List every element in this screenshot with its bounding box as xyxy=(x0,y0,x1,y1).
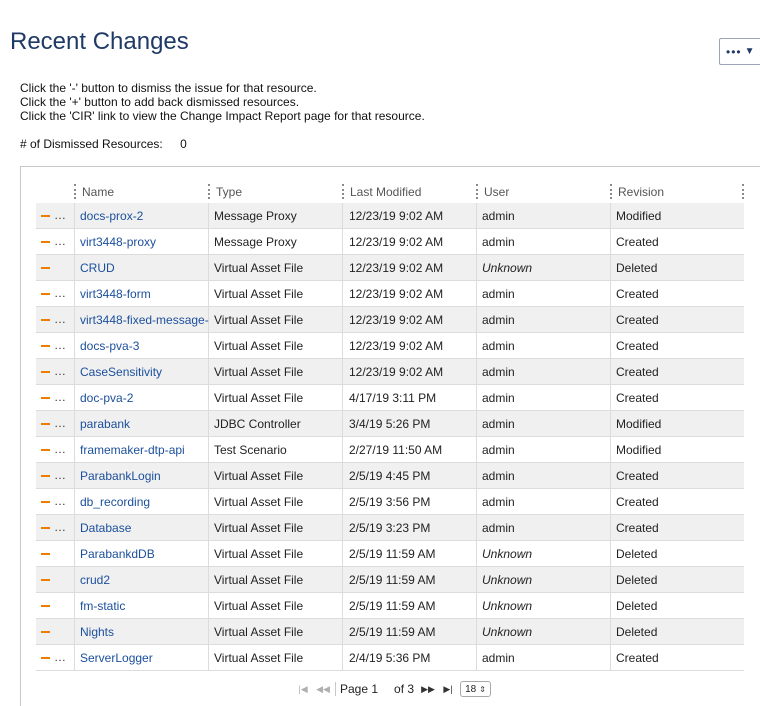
column-resize-handle[interactable] xyxy=(476,184,478,199)
column-header-type[interactable]: Type xyxy=(216,185,243,199)
revision-status: Deleted xyxy=(616,599,658,613)
resource-name-link[interactable]: ServerLogger xyxy=(80,651,153,665)
instructions xyxy=(20,81,425,123)
resource-type: Virtual Asset File xyxy=(214,573,304,587)
last-modified: 12/23/19 9:02 AM xyxy=(349,209,444,223)
table-row xyxy=(36,619,744,645)
table-row xyxy=(36,203,744,229)
column-header-last-modified[interactable]: Last Modified xyxy=(350,185,422,199)
last-modified: 12/23/19 9:02 AM xyxy=(349,287,444,301)
dismiss-icon[interactable] xyxy=(41,631,50,633)
dismissed-count: 0 xyxy=(180,137,187,151)
resource-name-link[interactable]: Database xyxy=(80,521,132,535)
page-indicator: Page 1 xyxy=(340,682,379,696)
cell-divider xyxy=(74,515,75,541)
dismiss-icon[interactable] xyxy=(41,475,50,477)
resource-type: Virtual Asset File xyxy=(214,339,304,353)
resource-name-link[interactable]: docs-pva-3 xyxy=(80,339,140,353)
user-name: admin xyxy=(482,235,515,249)
resource-name-link[interactable]: framemaker-dtp-api xyxy=(80,443,185,457)
revision-status: Created xyxy=(616,495,659,509)
column-resize-handle[interactable] xyxy=(610,184,612,199)
more-dots-icon: ••• xyxy=(726,44,742,59)
last-modified: 12/23/19 9:02 AM xyxy=(349,261,444,275)
cell-divider xyxy=(74,411,75,437)
cell-divider xyxy=(74,437,75,463)
row-more-icon[interactable]: … xyxy=(54,312,66,326)
cell-divider xyxy=(74,541,75,567)
revision-status: Created xyxy=(616,313,659,327)
resource-type: Message Proxy xyxy=(214,235,297,249)
user-name: admin xyxy=(482,209,515,223)
row-more-icon[interactable]: … xyxy=(54,234,66,248)
resource-name-link[interactable]: virt3448-form xyxy=(80,287,151,301)
cell-divider xyxy=(74,255,75,281)
column-resize-handle[interactable] xyxy=(342,184,344,199)
last-modified: 2/27/19 11:50 AM xyxy=(349,443,443,457)
row-more-icon[interactable]: … xyxy=(54,208,66,222)
table-row xyxy=(36,593,744,619)
last-modified: 2/5/19 11:59 AM xyxy=(349,573,436,587)
row-more-icon[interactable]: … xyxy=(54,468,66,482)
user-name: admin xyxy=(482,443,515,457)
resource-name-link[interactable]: ParabankdDB xyxy=(80,547,155,561)
resource-type: Virtual Asset File xyxy=(214,521,304,535)
pagination xyxy=(293,681,491,697)
dismiss-icon[interactable] xyxy=(41,449,50,451)
resource-type: JDBC Controller xyxy=(214,417,301,431)
row-more-icon[interactable]: … xyxy=(54,650,66,664)
column-resize-handle[interactable] xyxy=(74,184,76,199)
row-more-icon[interactable]: … xyxy=(54,364,66,378)
cell-divider xyxy=(74,203,75,229)
table-header xyxy=(36,179,744,203)
table-row xyxy=(36,645,744,671)
resource-name-link[interactable]: parabank xyxy=(80,417,131,431)
table-row xyxy=(36,255,744,281)
resource-type: Virtual Asset File xyxy=(214,469,304,483)
user-name: admin xyxy=(482,391,515,405)
pager-divider xyxy=(335,682,336,696)
resource-name-link[interactable]: docs-prox-2 xyxy=(80,209,144,223)
column-header-revision[interactable]: Revision xyxy=(618,185,665,199)
chevron-down-icon: ▼ xyxy=(744,46,756,57)
table-row xyxy=(36,385,744,411)
resource-name-link[interactable]: fm-static xyxy=(80,599,126,613)
revision-status: Deleted xyxy=(616,547,658,561)
resource-name-link[interactable]: virt3448-proxy xyxy=(80,235,157,249)
row-more-icon[interactable]: … xyxy=(54,338,66,352)
user-name: Unknown xyxy=(482,547,533,561)
row-more-icon[interactable]: … xyxy=(54,442,66,456)
cell-divider xyxy=(74,333,75,359)
user-name: Unknown xyxy=(482,573,533,587)
dismiss-icon[interactable] xyxy=(41,579,50,581)
cell-divider xyxy=(74,281,75,307)
last-modified: 12/23/19 9:02 AM xyxy=(349,235,444,249)
cell-divider xyxy=(74,567,75,593)
resource-type: Virtual Asset File xyxy=(214,261,304,275)
revision-status: Deleted xyxy=(616,573,658,587)
user-name: Unknown xyxy=(482,261,533,275)
user-name: admin xyxy=(482,521,515,535)
page-size-select[interactable] xyxy=(460,681,491,697)
dismiss-icon[interactable] xyxy=(41,371,50,373)
user-name: admin xyxy=(482,495,515,509)
user-name: admin xyxy=(482,469,515,483)
cell-divider xyxy=(74,489,75,515)
revision-status: Created xyxy=(616,469,659,483)
dismiss-icon[interactable] xyxy=(41,423,50,425)
dismissed-label: # of Dismissed Resources: xyxy=(20,137,163,151)
table-row xyxy=(36,333,744,359)
dismiss-icon[interactable] xyxy=(41,345,50,347)
row-more-icon[interactable]: … xyxy=(54,416,66,430)
last-modified: 12/23/19 9:02 AM xyxy=(349,313,444,327)
resource-type: Test Scenario xyxy=(214,443,287,457)
column-header-user[interactable]: User xyxy=(484,185,510,199)
revision-status: Created xyxy=(616,391,659,405)
user-name: Unknown xyxy=(482,599,533,613)
resource-type: Virtual Asset File xyxy=(214,599,304,613)
revision-status: Deleted xyxy=(616,625,658,639)
cell-divider xyxy=(74,619,75,645)
instruction-line: Click the '+' button to add back dismissed resources. xyxy=(20,95,300,109)
resource-type: Virtual Asset File xyxy=(214,391,304,405)
more-actions-button[interactable] xyxy=(719,38,760,65)
table-row xyxy=(36,229,744,255)
resource-name-link[interactable]: Nights xyxy=(80,625,115,639)
cell-divider xyxy=(74,463,75,489)
dismiss-icon[interactable] xyxy=(41,397,50,399)
revision-status: Created xyxy=(616,287,659,301)
row-more-icon[interactable]: … xyxy=(54,286,66,300)
revision-status: Deleted xyxy=(616,261,658,275)
table-row xyxy=(36,541,744,567)
resource-type: Virtual Asset File xyxy=(214,547,304,561)
revision-status: Created xyxy=(616,365,659,379)
table-row xyxy=(36,307,744,333)
last-modified: 4/17/19 3:11 PM xyxy=(349,391,437,405)
next-page-icon[interactable]: ▶▶ xyxy=(421,683,435,694)
resource-type: Virtual Asset File xyxy=(214,651,304,665)
table-row xyxy=(36,515,744,541)
resource-type: Message Proxy xyxy=(214,209,297,223)
user-name: admin xyxy=(482,287,515,301)
revision-status: Modified xyxy=(616,209,662,223)
resource-name-link[interactable]: CRUD xyxy=(80,261,115,275)
changes-table xyxy=(36,179,744,671)
revision-status: Modified xyxy=(616,417,662,431)
page-total: of 3 xyxy=(394,682,415,696)
chevron-updown-icon: ⇕ xyxy=(479,684,486,694)
resource-name-link[interactable]: doc-pva-2 xyxy=(80,391,134,405)
dismiss-icon[interactable] xyxy=(41,657,50,659)
user-name: admin xyxy=(482,651,515,665)
last-modified: 2/4/19 5:36 PM xyxy=(349,651,431,665)
revision-status: Created xyxy=(616,235,659,249)
table-row xyxy=(36,489,744,515)
user-name: admin xyxy=(482,417,515,431)
dismiss-icon[interactable] xyxy=(41,501,50,503)
cell-divider xyxy=(74,385,75,411)
table-row xyxy=(36,463,744,489)
resource-name-link[interactable]: crud2 xyxy=(80,573,111,587)
resource-name-link[interactable]: CaseSensitivity xyxy=(80,365,163,379)
dismiss-icon[interactable] xyxy=(41,215,50,217)
resource-name-link[interactable]: virt3448-fixed-message- xyxy=(80,313,209,327)
column-resize-handle[interactable] xyxy=(742,184,744,199)
dismiss-icon[interactable] xyxy=(41,267,50,269)
resource-type: Virtual Asset File xyxy=(214,365,304,379)
instruction-line: Click the 'CIR' link to view the Change Impact Report page for that resource. xyxy=(20,109,425,123)
table-row xyxy=(36,567,744,593)
resource-type: Virtual Asset File xyxy=(214,625,304,639)
column-resize-handle[interactable] xyxy=(208,184,210,199)
dismiss-icon[interactable] xyxy=(41,319,50,321)
revision-status: Created xyxy=(616,339,659,353)
last-modified: 3/4/19 5:26 PM xyxy=(349,417,431,431)
last-modified: 2/5/19 3:23 PM xyxy=(349,521,431,535)
revision-status: Modified xyxy=(616,443,662,457)
table-row xyxy=(36,359,744,385)
dismiss-icon[interactable] xyxy=(41,241,50,243)
revision-status: Created xyxy=(616,521,659,535)
user-name: admin xyxy=(482,365,515,379)
resource-type: Virtual Asset File xyxy=(214,495,304,509)
dismiss-icon[interactable] xyxy=(41,605,50,607)
page-size-value: 18 xyxy=(465,683,477,695)
cell-divider xyxy=(74,645,75,671)
instruction-line: Click the '-' button to dismiss the issue for that resource. xyxy=(20,81,317,95)
column-header-name[interactable]: Name xyxy=(82,185,115,199)
revision-status: Created xyxy=(616,651,659,665)
resource-name-link[interactable]: ParabankLogin xyxy=(80,469,161,483)
user-name: admin xyxy=(482,313,515,327)
row-more-icon[interactable]: … xyxy=(54,390,66,404)
resource-name-link[interactable]: db_recording xyxy=(80,495,151,509)
last-modified: 2/5/19 4:45 PM xyxy=(349,469,431,483)
cell-divider xyxy=(74,229,75,255)
cell-divider xyxy=(74,593,75,619)
table-row xyxy=(36,281,744,307)
dismissed-count-line xyxy=(20,137,187,151)
resource-type: Virtual Asset File xyxy=(214,313,304,327)
dismiss-icon[interactable] xyxy=(41,527,50,529)
prev-page-icon[interactable]: ◀◀ xyxy=(316,683,330,694)
cell-divider xyxy=(74,359,75,385)
last-modified: 2/5/19 11:59 AM xyxy=(349,599,436,613)
table-row xyxy=(36,437,744,463)
table-row xyxy=(36,411,744,437)
table-body xyxy=(36,203,744,671)
changes-panel xyxy=(20,166,760,706)
page-title: Recent Changes xyxy=(10,28,189,55)
user-name: Unknown xyxy=(482,625,533,639)
first-page-icon[interactable]: |◀ xyxy=(298,683,308,694)
last-modified: 2/5/19 11:59 AM xyxy=(349,625,436,639)
last-modified: 12/23/19 9:02 AM xyxy=(349,365,444,379)
row-more-icon[interactable]: … xyxy=(54,494,66,508)
cell-divider xyxy=(74,307,75,333)
dismiss-icon[interactable] xyxy=(41,293,50,295)
dismiss-icon[interactable] xyxy=(41,553,50,555)
last-page-icon[interactable]: ▶| xyxy=(443,683,453,694)
last-modified: 12/23/19 9:02 AM xyxy=(349,339,444,353)
user-name: admin xyxy=(482,339,515,353)
last-modified: 2/5/19 3:56 PM xyxy=(349,495,431,509)
row-more-icon[interactable]: … xyxy=(54,520,66,534)
resource-type: Virtual Asset File xyxy=(214,287,304,301)
last-modified: 2/5/19 11:59 AM xyxy=(349,547,436,561)
